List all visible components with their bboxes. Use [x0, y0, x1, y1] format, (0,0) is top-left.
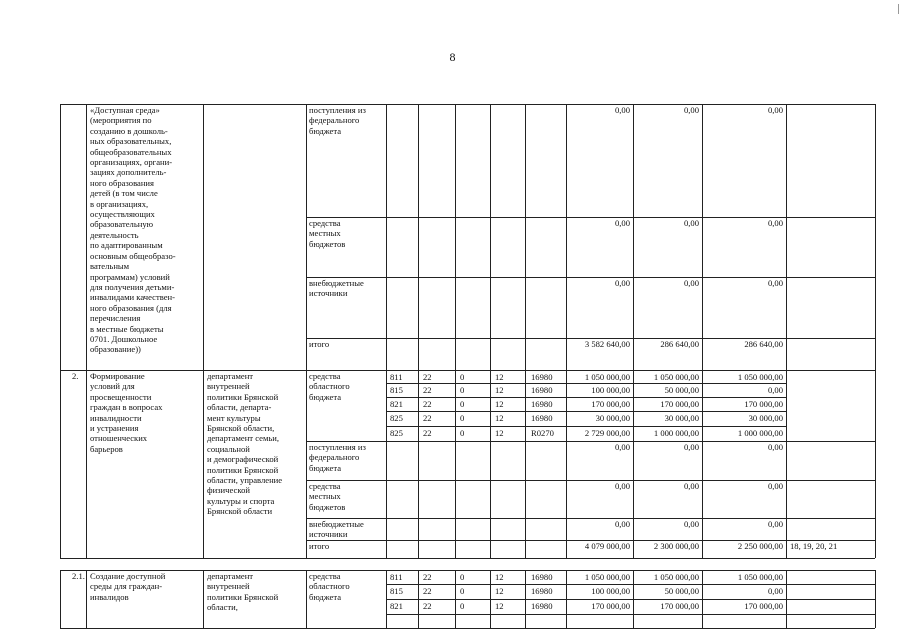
- row-border: [386, 383, 786, 384]
- row-border: [386, 397, 786, 398]
- column-border: [386, 104, 387, 370]
- budget-code-section: 22: [423, 385, 432, 395]
- amount-year-2: 50 000,00: [664, 385, 699, 395]
- budget-code-program: 0: [460, 385, 465, 395]
- funding-source: средства областного бюджета: [309, 571, 350, 602]
- amount-year-2: 170 000,00: [660, 601, 699, 611]
- budget-code-gr: 821: [390, 601, 403, 611]
- budget-code-gr: 815: [390, 385, 403, 395]
- column-border: [786, 104, 787, 370]
- amount-year-1: 3 582 640,00: [584, 339, 630, 349]
- amount-year-3: 0,00: [767, 586, 783, 596]
- column-border: [203, 370, 204, 558]
- budget-code-gr: 825: [390, 428, 403, 438]
- funding-source: средства местных бюджетов: [309, 218, 346, 249]
- section-number: 2.: [72, 371, 79, 381]
- amount-year-3: 0,00: [767, 519, 783, 529]
- budget-code-gr: 815: [390, 586, 403, 596]
- row-border: [386, 426, 786, 427]
- budget-code-section: 22: [423, 428, 432, 438]
- column-border: [203, 570, 204, 628]
- amount-year-3: 0,00: [767, 278, 783, 288]
- budget-code-program: 0: [460, 572, 465, 582]
- amount-year-2: 0,00: [683, 105, 699, 115]
- amount-year-3: 0,00: [767, 481, 783, 491]
- column-border: [702, 104, 703, 370]
- amount-year-1: 1 050 000,00: [584, 372, 630, 382]
- funding-source: поступления из федерального бюджета: [309, 442, 366, 473]
- budget-code-section: 22: [423, 586, 432, 596]
- budget-code-subprogram: 12: [495, 601, 504, 611]
- row-border: [60, 370, 875, 371]
- budget-code-gr: 825: [390, 413, 403, 423]
- column-border: [786, 570, 787, 628]
- column-border: [875, 370, 876, 558]
- amount-year-2: 0,00: [683, 481, 699, 491]
- indicator-numbers: 18, 19, 20, 21: [790, 541, 838, 551]
- amount-year-2: 1 050 000,00: [653, 572, 699, 582]
- column-border: [490, 370, 491, 558]
- budget-code-section: 22: [423, 601, 432, 611]
- column-border: [386, 570, 387, 628]
- column-border: [525, 570, 526, 628]
- column-border: [455, 104, 456, 370]
- amount-year-3: 0,00: [767, 105, 783, 115]
- funding-source: итого: [309, 339, 330, 349]
- amount-year-2: 0,00: [683, 278, 699, 288]
- amount-year-2: 2 300 000,00: [653, 541, 699, 551]
- amount-year-1: 0,00: [614, 278, 630, 288]
- column-border: [490, 104, 491, 370]
- amount-year-1: 100 000,00: [591, 385, 630, 395]
- row-border: [386, 411, 786, 412]
- budget-code-subprogram: 12: [495, 372, 504, 382]
- budget-code-target: R0270: [531, 428, 554, 438]
- budget-code-gr: 811: [390, 372, 403, 382]
- budget-code-target: 16980: [531, 601, 553, 611]
- budget-code-program: 0: [460, 428, 465, 438]
- amount-year-2: 0,00: [683, 519, 699, 529]
- column-border: [60, 370, 61, 558]
- amount-year-3: 30 000,00: [748, 413, 783, 423]
- budget-code-section: 22: [423, 399, 432, 409]
- amount-year-1: 0,00: [614, 218, 630, 228]
- amount-year-3: 0,00: [767, 218, 783, 228]
- column-border: [525, 104, 526, 370]
- budget-code-target: 16980: [531, 586, 553, 596]
- row-border: [60, 570, 875, 571]
- column-border: [786, 370, 787, 558]
- section-number: 2.1.: [72, 571, 85, 581]
- amount-year-2: 0,00: [683, 218, 699, 228]
- budget-code-subprogram: 12: [495, 399, 504, 409]
- budget-code-section: 22: [423, 413, 432, 423]
- budget-code-program: 0: [460, 586, 465, 596]
- table-bottom-border: [60, 628, 875, 629]
- column-border: [60, 104, 61, 370]
- amount-year-3: 2 250 000,00: [737, 541, 783, 551]
- budget-code-program: 0: [460, 413, 465, 423]
- section-executor: департамент внутренней политики Брянской области, департа- мент культуры Брянской области, департамент семьи, социальной и демографической политики Брянской области, управление физической культуры и спорта Брянской области: [207, 371, 283, 517]
- column-border: [875, 570, 876, 628]
- budget-code-target: 16980: [531, 372, 553, 382]
- column-border: [306, 370, 307, 558]
- funding-source: поступления из федерального бюджета: [309, 105, 366, 136]
- funding-source: средства областного бюджета: [309, 371, 350, 402]
- budget-code-program: 0: [460, 372, 465, 382]
- budget-code-program: 0: [460, 399, 465, 409]
- amount-year-2: 1 050 000,00: [653, 372, 699, 382]
- amount-year-3: 170 000,00: [744, 399, 783, 409]
- column-border: [306, 570, 307, 628]
- amount-year-3: 0,00: [767, 385, 783, 395]
- amount-year-1: 0,00: [614, 442, 630, 452]
- budget-code-subprogram: 12: [495, 385, 504, 395]
- amount-year-3: 1 050 000,00: [737, 572, 783, 582]
- budget-code-subprogram: 12: [495, 572, 504, 582]
- budget-code-section: 22: [423, 372, 432, 382]
- budget-code-subprogram: 12: [495, 586, 504, 596]
- budget-code-program: 0: [460, 601, 465, 611]
- column-border: [455, 370, 456, 558]
- section-executor: департамент внутренней политики Брянской области,: [207, 571, 279, 613]
- funding-source: внебюджетные источники: [309, 278, 364, 299]
- amount-year-2: 170 000,00: [660, 399, 699, 409]
- amount-year-3: 1 050 000,00: [737, 372, 783, 382]
- amount-year-1: 1 050 000,00: [584, 572, 630, 582]
- row-border: [386, 614, 875, 615]
- section-name: Формирование условий для просвещенности граждан в вопросах инвалидности и устранения отношенческих барьеров: [90, 371, 163, 454]
- amount-year-2: 50 000,00: [664, 586, 699, 596]
- amount-year-1: 100 000,00: [591, 586, 630, 596]
- amount-year-1: 0,00: [614, 105, 630, 115]
- funding-source: внебюджетные источники: [309, 519, 364, 540]
- column-border: [418, 570, 419, 628]
- column-border: [490, 570, 491, 628]
- amount-year-3: 0,00: [767, 442, 783, 452]
- column-border: [633, 104, 634, 370]
- amount-year-2: 1 000 000,00: [653, 428, 699, 438]
- amount-year-1: 0,00: [614, 519, 630, 529]
- amount-year-2: 30 000,00: [664, 413, 699, 423]
- column-border: [386, 370, 387, 558]
- column-border: [875, 104, 876, 370]
- amount-year-2: 0,00: [683, 442, 699, 452]
- budget-code-gr: 811: [390, 572, 403, 582]
- budget-code-target: 16980: [531, 572, 553, 582]
- column-border: [455, 570, 456, 628]
- column-border: [525, 370, 526, 558]
- amount-year-1: 170 000,00: [591, 601, 630, 611]
- measure-description: «Доступная среда» (мероприятия по созданию в дошколь- ных образовательных, общеобразовательных организациях, органи- зациях дополнитель- ного образования детей (в том числе в организациях, осуществляющих образовательную деятельность по адаптированным основным общеобразо- вательным программам) условий для получения детьми- инвалидами качествен- ного образования (для перечисления в местные бюджеты 0701. Дошкольное образование)): [90, 105, 176, 355]
- budget-code-target: 16980: [531, 399, 553, 409]
- column-border: [418, 370, 419, 558]
- amount-year-1: 4 079 000,00: [584, 541, 630, 551]
- row-border: [60, 558, 875, 559]
- row-border: [386, 584, 875, 585]
- column-border: [306, 104, 307, 370]
- funding-source: средства местных бюджетов: [309, 481, 346, 512]
- amount-year-1: 2 729 000,00: [584, 428, 630, 438]
- budget-code-gr: 821: [390, 399, 403, 409]
- column-border: [86, 104, 87, 370]
- column-border: [86, 370, 87, 558]
- budget-code-target: 16980: [531, 413, 553, 423]
- amount-year-1: 30 000,00: [595, 413, 630, 423]
- page-number: 8: [449, 50, 456, 64]
- column-border: [86, 570, 87, 628]
- column-border: [418, 104, 419, 370]
- column-border: [203, 104, 204, 370]
- amount-year-1: 170 000,00: [591, 399, 630, 409]
- column-border: [566, 104, 567, 370]
- budget-code-section: 22: [423, 572, 432, 582]
- row-border: [386, 599, 875, 600]
- amount-year-2: 286 640,00: [660, 339, 699, 349]
- funding-source: итого: [309, 541, 330, 551]
- amount-year-1: 0,00: [614, 481, 630, 491]
- column-border: [60, 570, 61, 628]
- budget-code-subprogram: 12: [495, 428, 504, 438]
- budget-code-subprogram: 12: [495, 413, 504, 423]
- amount-year-3: 170 000,00: [744, 601, 783, 611]
- amount-year-3: 286 640,00: [744, 339, 783, 349]
- section-name: Создание доступной среды для граждан- инвалидов: [90, 571, 166, 602]
- budget-code-target: 16980: [531, 385, 553, 395]
- amount-year-3: 1 000 000,00: [737, 428, 783, 438]
